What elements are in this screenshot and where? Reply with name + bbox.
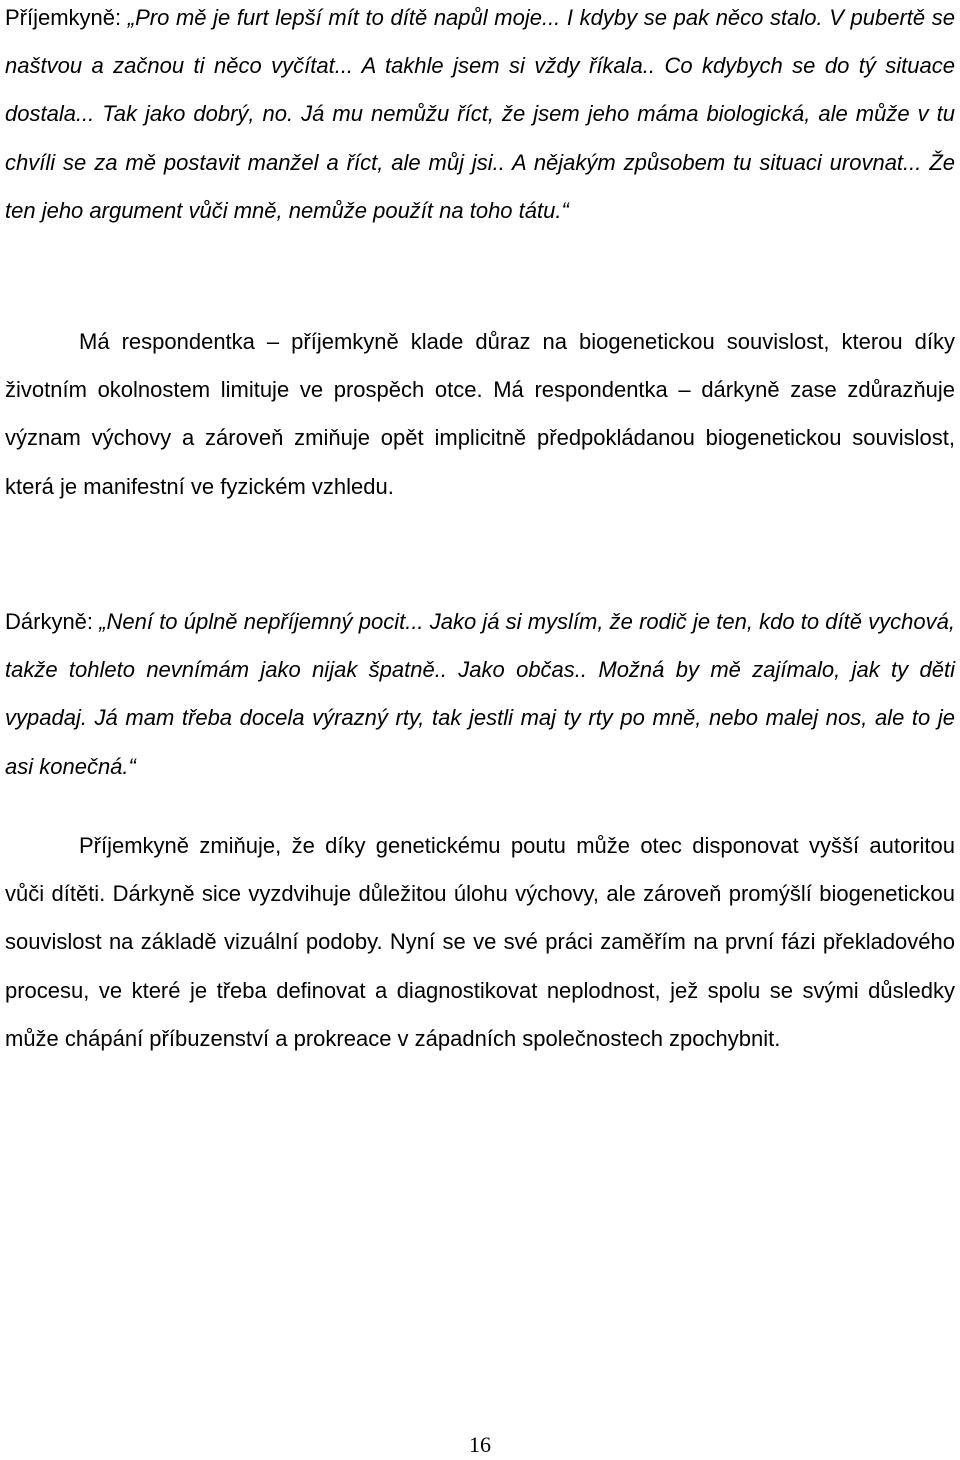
body-paragraph: Má respondentka – příjemkyně klade důraz na biogenetickou souvislost, kterou díky životním okolnostem limituje ve prospěch otce. Má respondentka – dárkyně zase zdůrazňuje význam výchovy a zároveň zmiňuje opět implicitně předpokládanou biogenetickou souvislost, která je manifestní ve fyzickém vzhledu. bbox=[5, 329, 955, 499]
body-paragraph: Příjemkyně zmiňuje, že díky genetickému poutu může otec disponovat vyšší autoritou vůči dítěti. Dárkyně sice vyzdvihuje důležitou úlohu výchovy, ale zároveň promýšlí biogenetickou souvislost na základě vizuální podoby. Nyní se ve své práci zaměřím na první fázi překladového procesu, ve které je třeba definovat a diagnostikovat neplodnost, jež spolu se svými důsledky může chápání příbuzenství a prokreace v západních společnostech zpochybnit. bbox=[5, 833, 955, 1051]
interview-excerpt-donor bbox=[5, 598, 955, 791]
speaker-label: Příjemkyně: bbox=[5, 5, 128, 30]
page-number: 16 bbox=[469, 1432, 491, 1457]
speaker-label: Dárkyně: bbox=[5, 609, 100, 634]
document-page bbox=[5, 0, 955, 1460]
quote-text: „Není to úplně nepříjemný pocit... Jako já si myslím, že rodič je ten, kdo to dítě vychová, takže tohleto nevnímám jako nijak špatně.. Jako občas.. Možná by mě zajímalo, jak ty děti vypadaj. Já mam třeba docela výrazný rty, tak jestli maj ty rty po mně, nebo malej nos, ale to je asi konečná.“ bbox=[5, 609, 955, 779]
quote-text: „Pro mě je furt lepší mít to dítě napůl moje... I kdyby se pak něco stalo. V pubertě se naštvou a začnou ti něco vyčítat... A takhle jsem si vždy říkala.. Co kdybych se do tý situace dostala... Tak jako dobrý, no. Já mu nemůžu říct, že jsem jeho máma biologická, ale může v tu chvíli se za mě postavit manžel a říct, ale můj jsi.. A nějakým způsobem tu situaci urovnat... Že ten jeho argument vůči mně, nemůže použít na toho tátu.“ bbox=[5, 5, 955, 223]
interview-excerpt-recipient bbox=[5, 0, 955, 235]
